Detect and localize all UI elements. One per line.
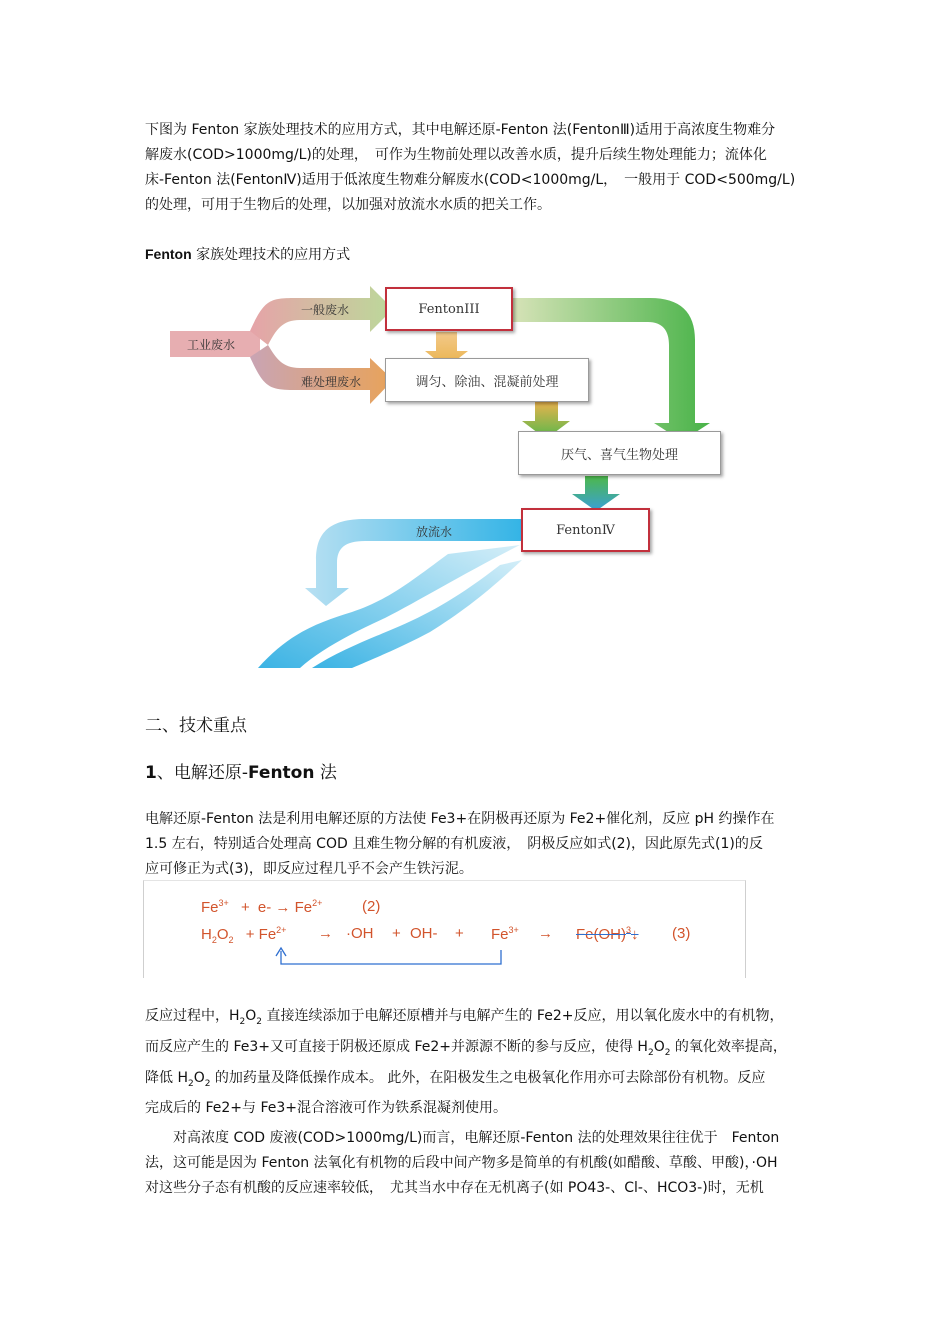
process-line <box>145 1066 810 1097</box>
electro-line: 电解还原-Fenton 法是利用电解还原的方法使 Fe3+在阴极再还原为 Fe2+催化剂，反应 pH 约操作在 <box>145 811 775 827</box>
text: 的加药量及降低操作成本。 此外，在阳极发生之电极氧化作用亦可去除部份有机物。反应 <box>210 1069 766 1086</box>
caption-rest: 家族处理技术的应用方式 <box>191 247 351 263</box>
eq2-fe2: Fe <box>294 899 313 916</box>
electro-line: 应可修正为式(3)，即反应过程几乎不会产生铁污泥。 <box>145 861 473 877</box>
eq2-fe: Fe <box>201 899 219 916</box>
eq3-plus-3: + <box>455 925 464 942</box>
text: 而反应产生的 Fe3+又可直接于阴极还原成 Fe2+并源源不断的参与反应，使得 H <box>145 1038 648 1055</box>
subscript: 2 <box>256 1016 263 1027</box>
eq3-fe3-symbol: Fe <box>491 926 509 943</box>
text: 反应过程中，H <box>145 1008 240 1024</box>
comparison-paragraph <box>145 1126 810 1201</box>
intro-line: 下图为 Fenton 家族处理技术的应用方式，其中电解还原-Fenton 法(FentonⅢ)适用于高浓度生物难分 <box>145 122 776 138</box>
eq3-arrow-1: → <box>318 925 333 942</box>
subscript: 2 <box>204 1078 211 1089</box>
electro-paragraph <box>145 807 810 882</box>
text: O <box>193 1069 205 1086</box>
comparison-line: 对这些分子态有机酸的反应速率较低， 尤其当水中存在无机离子(如 PO43-、Cl-、HCO3-)时，无机 <box>145 1180 764 1196</box>
equation-2-number: (2) <box>362 898 381 915</box>
eq3-h-sub: 2 <box>211 935 217 945</box>
subheading-num: 1 <box>145 763 157 783</box>
general-label: 一般废水 <box>301 303 350 317</box>
eq3-fe2-charge: 2+ <box>276 925 287 935</box>
pretreat-label: 调匀、除油、混凝前处理 <box>415 374 559 390</box>
equation-3-number: (3) <box>672 925 691 942</box>
intro-line: 的处理，可用于生物后的处理，以加强对放流水水质的把关工作。 <box>145 197 551 213</box>
eq3-arrow-2: → <box>538 925 553 942</box>
subheading-mid: 、电解还原- <box>156 763 248 783</box>
subheading-bold: Fenton <box>247 763 315 783</box>
text: O <box>245 1008 257 1024</box>
pretreat-box <box>385 358 589 402</box>
eq3-o-sub: 2 <box>228 935 234 945</box>
river-shape-2 <box>312 560 522 668</box>
comparison-line: 对高浓度 COD 废液(COD>1000mg/L)而言，电解还原-Fenton 法的处理效果往往优于 Fenton <box>145 1130 780 1146</box>
comparison-line: 法，这可能是因为 Fenton 法氧化有机物的后段中间产物多是简单的有机酸(如醋酸、草酸、甲酸)，·OH <box>145 1155 778 1171</box>
eq2-arrow: → <box>275 899 291 916</box>
eq3-ferric-hydroxide <box>576 925 639 943</box>
eq3-fe2: Fe <box>258 926 277 943</box>
intro-line: 床-Fenton 法(FentonⅣ)适用于低浓度生物难分解废水(COD<1000mg/L， 一般用于 COD<500mg/L) <box>145 172 796 188</box>
text: 降低 H <box>145 1069 188 1086</box>
eq3-hydroxyl-radical: ·OH <box>346 925 374 942</box>
eq2-plus: + <box>240 899 250 916</box>
electro-line: 1.5 左右，特别适合处理高 COD 且难生物分解的有机废液， 阴极反应如式(2)，因此原先式(1)的反 <box>145 836 763 852</box>
equation-3-left <box>201 925 286 945</box>
down-arrow-green-blue <box>572 476 620 511</box>
fenton3-label: FentonIII <box>418 301 480 317</box>
subscript: 2 <box>187 1078 194 1089</box>
subscript: 2 <box>664 1047 671 1058</box>
process-line <box>145 1035 810 1066</box>
subheading-end: 法 <box>314 763 337 783</box>
process-line <box>145 1004 810 1035</box>
subscript: 2 <box>647 1047 654 1058</box>
discharge-label: 放流水 <box>416 525 453 539</box>
eq2-fe2-charge: 2+ <box>312 898 323 908</box>
eq3-plus-2: + <box>392 925 401 942</box>
section-heading: 二、技术重点 <box>145 716 247 736</box>
eq2-fe-charge: 3+ <box>218 898 229 908</box>
fenton3-box <box>385 287 513 331</box>
eq3-fe3-charge: 3+ <box>508 925 519 935</box>
eq3-o: O <box>216 926 229 943</box>
fenton4-label: FentonⅣ <box>556 522 615 538</box>
subsection-heading <box>145 758 337 783</box>
subscript: 2 <box>239 1016 246 1027</box>
industrial-label: 工业废水 <box>187 338 236 352</box>
equation-2 <box>201 898 322 916</box>
text: O <box>653 1038 665 1055</box>
eq3-plus: + <box>245 926 255 943</box>
eq3-h: H <box>201 926 212 943</box>
eq3-fe3 <box>491 925 519 943</box>
process-line: 完成后的 Fe2+与 Fe3+混合溶液可作为铁系混凝剂使用。 <box>145 1100 507 1117</box>
eq3-precipitate: ↓ <box>631 926 639 943</box>
text: 的氧化效率提高， <box>670 1038 787 1055</box>
text: 直接连续添加于电解还原槽并与电解产生的 Fe2+反应，用以氧化废水中的有机物， <box>262 1008 784 1024</box>
eq3-feoh-sub: 3 <box>626 925 632 935</box>
process-paragraph <box>145 1004 810 1121</box>
eq3-hydroxide: OH- <box>410 925 438 942</box>
caption-bold: Fenton <box>145 246 192 262</box>
eq3-feoh: Fe(OH) <box>576 926 626 943</box>
fenton4-box <box>521 508 650 552</box>
difficult-label: 难处理废水 <box>301 375 362 389</box>
bio-label: 厌气、喜气生物处理 <box>560 447 678 463</box>
bio-box <box>518 431 721 475</box>
intro-line: 解废水(COD>1000mg/L)的处理， 可作为生物前处理以改善水质，提升后续生物处理能力；流体化 <box>145 147 767 163</box>
eq2-electron: e- <box>257 899 272 916</box>
